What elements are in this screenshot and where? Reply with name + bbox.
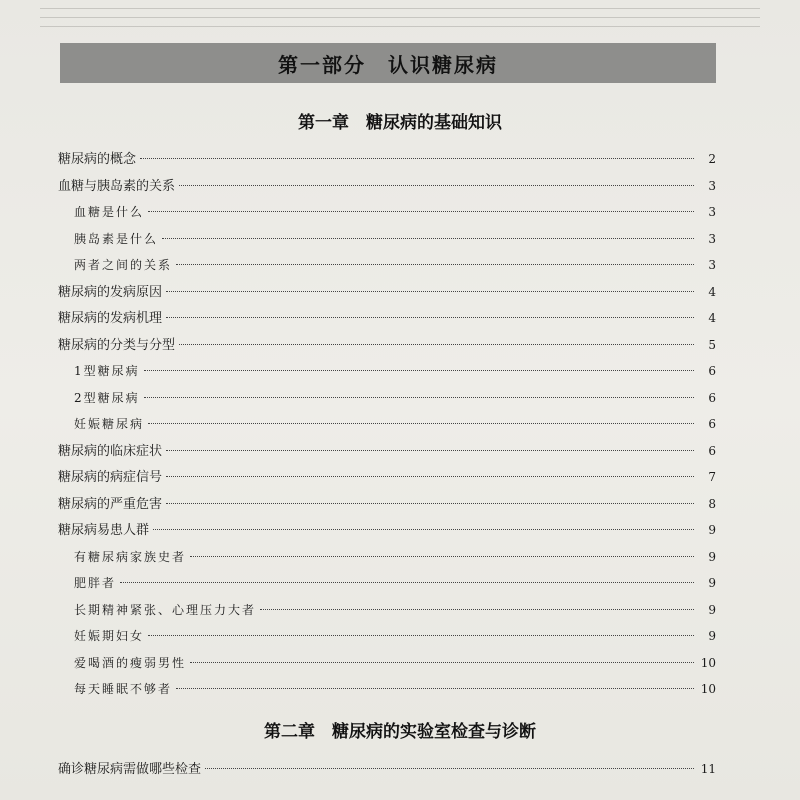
toc-entry-label: 糖尿病易患人群 [58,523,150,538]
toc-entry-label: 糖尿病的发病机理 [58,311,163,326]
dot-leader [148,423,694,424]
toc-entry-label: 1型糖尿病 [74,364,140,378]
toc-entry-page-number: 9 [708,629,716,643]
toc-entry-label: 糖尿病的临床症状 [58,444,163,459]
toc-entry [58,177,716,196]
toc-entry-label: 血糖是什么 [74,205,145,219]
toc-entry-label: 糖尿病的严重危害 [58,497,163,512]
dot-leader [190,662,694,663]
part-title-banner: 第一部分 认识糖尿病 [60,43,716,83]
toc-entry [74,362,716,380]
toc-entry-label: 2型糖尿病 [74,391,140,405]
toc-entry [58,442,716,461]
dot-leader [144,370,694,371]
toc-entry [58,521,716,540]
toc-entry-label: 血糖与胰岛素的关系 [58,179,176,194]
toc-entry [58,495,716,514]
toc-entry-page-number: 11 [700,762,716,776]
dot-leader [166,476,694,477]
toc-entry-page-number: 9 [708,576,716,590]
toc-entry [58,760,716,779]
dot-leader [166,291,694,292]
toc-entry [58,468,716,487]
toc-entry-page-number: 6 [708,444,716,458]
toc-entry [74,627,716,645]
toc-entry [58,150,716,169]
toc-entry-page-number: 6 [708,364,716,378]
dot-leader [179,185,694,186]
toc-entry [74,256,716,274]
toc-entry-page-number: 4 [708,311,716,325]
toc-entry-label: 妊娠期妇女 [74,629,145,643]
toc-entry-label: 妊娠糖尿病 [74,417,145,431]
toc-entry [74,230,716,248]
toc-entry-page-number: 3 [708,179,716,193]
toc-entry [74,601,716,619]
toc-entry-page-number: 8 [708,497,716,511]
dot-leader [190,556,694,557]
toc-entry-page-number: 9 [708,603,716,617]
toc-entry-page-number: 4 [708,285,716,299]
toc-entry-label: 糖尿病的发病原因 [58,285,163,300]
toc-entry-page-number: 10 [700,656,716,670]
toc-entry [74,680,716,698]
toc-entry [74,389,716,407]
toc-entry [74,203,716,221]
toc-entry-page-number: 9 [708,550,716,564]
dot-leader [144,397,694,398]
show-through-lines [40,8,760,38]
toc-entry [74,415,716,433]
dot-leader [179,344,694,345]
dot-leader [153,529,694,530]
toc-entry-label: 两者之间的关系 [74,258,173,272]
toc-entry-label: 有糖尿病家族史者 [74,550,187,564]
dot-leader [162,238,694,239]
dot-leader [120,582,694,583]
dot-leader [176,688,694,689]
toc-entry-page-number: 6 [708,417,716,431]
dot-leader [166,317,694,318]
dot-leader [205,768,694,769]
toc-entry [74,574,716,592]
toc-entry-label: 糖尿病的病症信号 [58,470,163,485]
toc-entry [58,336,716,355]
dot-leader [260,609,694,610]
toc-entry-page-number: 3 [708,232,716,246]
toc-entry-label: 长期精神紧张、心理压力大者 [74,603,257,617]
toc-entry [58,283,716,302]
toc-entry-label: 糖尿病的分类与分型 [58,338,176,353]
chapter-2-title: 第二章 糖尿病的实验室检查与诊断 [264,722,536,742]
toc-entry-page-number: 9 [708,523,716,537]
toc-entry-page-number: 3 [708,258,716,272]
dot-leader [148,211,694,212]
dot-leader [176,264,694,265]
toc-entry-label: 每天睡眠不够者 [74,682,173,696]
toc-entry-page-number: 7 [708,470,716,484]
toc-entry-page-number: 2 [708,152,716,166]
dot-leader [166,503,694,504]
toc-entry [74,548,716,566]
toc-entry-page-number: 3 [708,205,716,219]
toc-entry-label: 确诊糖尿病需做哪些检查 [58,762,202,777]
toc-entry-label: 胰岛素是什么 [74,232,159,246]
dot-leader [140,158,694,159]
toc-entry-page-number: 6 [708,391,716,405]
toc-entry-page-number: 10 [700,682,716,696]
toc-entry-label: 爱喝酒的瘦弱男性 [74,656,187,670]
dot-leader [148,635,694,636]
chapter-1-title: 第一章 糖尿病的基础知识 [298,113,502,133]
toc-entry [58,309,716,328]
toc-entry-page-number: 5 [708,338,716,352]
toc-entry-label: 肥胖者 [74,576,117,590]
toc-entry-label: 糖尿病的概念 [58,152,137,167]
dot-leader [166,450,694,451]
toc-entry [74,654,716,672]
